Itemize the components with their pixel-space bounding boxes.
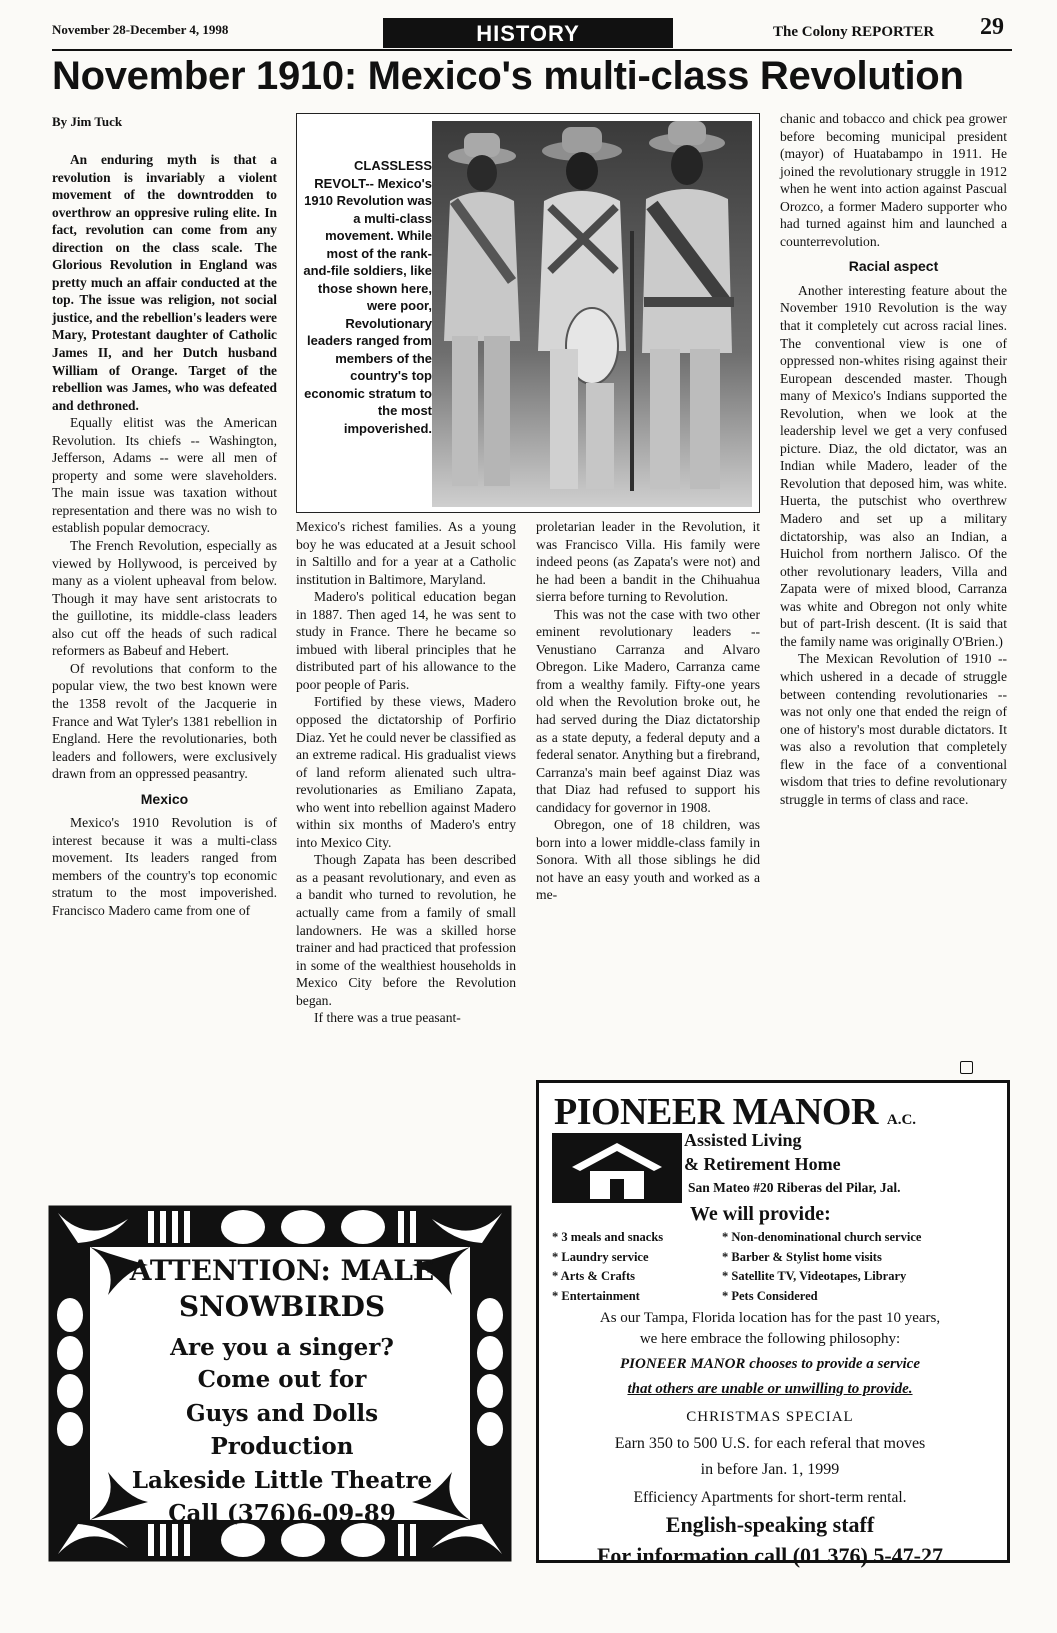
service-item: * Non-denominational church service [722,1230,922,1244]
theatre-ad-line: SNOWBIRDS [178,1290,386,1323]
paragraph: Though Zapata has been described as a peasant revolutionary, and even as a bandit who turned to revolution, he actually came from a family of small landowners. He was a skilled horse trainer and had practiced that profession in some of the wealthiest households in Mexico City before the Revolution began. [296,852,516,1008]
newspaper-name: The Colony REPORTER [773,24,935,40]
service-item: * Arts & Crafts [552,1269,635,1283]
lead-paragraph: An enduring myth is that a revolution is invariably a violent movement of the downtrodden to overthrow an oppresive ruling elite. In fact, revolution can come from any direction on the class scale. The Glorious Revolution in England was pretty much an affair conducted at the top. The issue was religion, not social justice, and the rebellion's leaders were Mary, Protestant daughter of Catholic James II, and her Dutch husband William of Orange. Target of the rebellion was James, who was defeated and dethroned. [52,152,277,413]
ad-address: San Mateo #20 Riberas del Pilar, Jal. [688,1180,901,1195]
ad-subtitle-retirement: & Retirement Home [684,1154,841,1174]
page-number: 29 [980,14,1004,40]
ad-title-text: PIONEER MANOR [554,1091,878,1133]
paragraph: proletarian leader in the Revolution, it was Francisco Villa. His family were indeed peons (as Zapata's were not) and he had been a bandit in the Chihuahua sierra before turning to Revolution. [536,519,760,605]
theatre-ad-phone: Call (376)6-09-89 [168,1500,396,1527]
paragraph: Mexico's richest families. As a young boy he was educated at a Jesuit school in Saltillo and for a year at a Catholic institution in Baltimore, Maryland. [296,519,516,587]
ad-special-text: in before Jan. 1, 1999 [700,1461,840,1478]
paragraph: The Mexican Revolution of 1910 -- which ushered in a decade of struggle between contending revolutionaries -- was not only one that ended the reign of one of history's most durable dictators. It was also a revolution that completely flew in the face of a conventional wisdom that tries to define revolutionary struggle in terms of class and race. [780,651,1007,807]
house-logo-icon [552,1133,682,1203]
ad-services-right [722,1228,921,1306]
paragraph: Fortified by these views, Madero opposed the dictatorship of Porfirio Diaz. Yet he could never be classified as an extreme radical. His gradualist views of land reform alienated such ultra-revolutionaries as Emiliano Zapata, who went into rebellion against Madero within six months of Madero's entry into Mexico City. [296,694,516,850]
photo-caption: CLASSLESS REVOLT-- Mexico's 1910 Revolution was a multi-class movement. While most of the rank-and-file soldiers, like those shown here, were poor, Revolutionary leaders ranged from members of the country's top economic stratum to the most impoverished. [303,158,432,436]
theatre-ad-line: Come out for [197,1366,367,1393]
subhead-mexico: Mexico [140,790,189,807]
paragraph: This was not the case with two other eminent revolutionary leaders -- Venustiano Carranza and Alvaro Obregon. Like Madero, Carranza came from a wealthy family. Fifty-one years old when the Revolution broke out, he had served during the Diaz dictatorship as a state deputy, a federal deputy and a federal senator. Anything but a firebrand, Carranza's main beef against Diaz was that Diaz had refused to support his candidacy for governor in 1908. [536,606,760,815]
article-column-2 [296,518,516,1027]
paragraph: Obregon, one of 18 children, was born into a lower middle-class family in Sonora. With all those siblings he did not have an easy youth and worked as a me- [536,817,760,903]
paragraph: The French Revolution, especially as viewed by Hollywood, is perceived by many as a violent upheaval from below. Though it may have sent aristocrats to the guillotine, its middle-class leaders also cut off the heads of such radical reformers as Babeuf and Hebert. [52,538,277,659]
byline: By Jim Tuck [52,114,123,129]
article-column-3 [536,518,760,904]
ad-title-suffix: A.C. [886,1112,917,1128]
issue-date: November 28-December 4, 1998 [52,22,229,37]
paragraph: Madero's political education began in 1887. Then aged 14, he was sent to study in France. There he became so imbued with liberal principles that he distributed part of his allowance to the poor people of Paris. [296,589,516,692]
ad-provide-heading: We will provide: [690,1203,831,1225]
subhead-racial-aspect: Racial aspect [848,258,939,275]
ad-services-left [552,1228,663,1306]
paragraph: Equally elitist was the American Revolution. Its chiefs -- Washington, Jefferson, Adams -- were all men of property and some were slaveholders. The main issue was taxation without representation and there was no wish to establish popular democracy. [52,415,277,536]
end-of-article-mark [960,1061,973,1074]
theatre-ad-line: ATTENTION: MALE [129,1254,435,1287]
ad-subtitle-assisted: Assisted Living [684,1130,802,1150]
theatre-ad-line: Lakeside Little Theatre [131,1467,433,1494]
header-rule [52,49,1012,51]
paragraph: chanic and tobacco and chick pea grower before becoming municipal president (mayor) of Huatabampo in 1911. He joined the revolutionary struggle in 1912 when he went into action against Pascual Orozco, a former Madero supporter who had turned against him and launched a counterrevolution. [780,111,1007,249]
paragraph: Of revolutions that conform to the popular view, the two best known were the 1358 revolt of the Jacquerie in France and Wat Tyler's 1381 rebellion in England. Here the revolutionaries, both leaders and followers, were exclusively drawn from an oppressed peasantry. [52,660,277,782]
revolutionary-soldiers-photo [432,121,752,507]
service-item: * 3 meals and snacks [552,1230,664,1244]
theatre-ad-line: Are you a singer? [170,1334,394,1361]
service-item: * Satellite TV, Videotapes, Library [722,1269,907,1283]
ad-philosophy: PIONEER MANOR chooses to provide a service [620,1356,920,1372]
ad-title [554,1090,916,1134]
paragraph: Mexico's 1910 Revolution is of interest because it was a multi-class movement. Its leaders ranged from members of the country's top economic stratum to the most impoverished. Francisco Madero came from one of [52,815,277,918]
theatre-ad-line: Guys and Dolls [185,1400,379,1427]
service-item: * Pets Considered [722,1288,818,1303]
ad-apartments: Efficiency Apartments for short-term rental. [633,1489,907,1506]
article-column-1 [52,151,277,920]
ad-special-text: Earn 350 to 500 U.S. for each referal that moves [614,1435,926,1452]
ad-staff: English-speaking staff [665,1512,875,1537]
headline: November 1910: Mexico's multi-class Revolution [52,54,964,98]
theatre-ad-line: Production [210,1433,354,1460]
ad-text: As our Tampa, Florida location has for the past 10 years, [599,1310,941,1326]
service-item: * Entertainment [552,1288,640,1303]
paragraph: If there was a true peasant- [314,1010,461,1026]
ad-text: we here embrace the following philosophy: [639,1331,901,1347]
ad-contact: For information call (01 376) 5-47-27 [596,1543,944,1568]
service-item: * Laundry service [552,1249,649,1264]
paragraph: Another interesting feature about the November 1910 Revolution is the way that it completely cut across racial lines. The conventional view is one of oppressed non-whites rising against their European descended master. Though many of Mexico's Indians supported the Revolution, when we look at the leadership level we get a very confused picture. Diaz, the old dictator, was an Indian while Madero, leader of the Revolution that deposed him, was white. Huerta, the putschist who overthrew Madero and set up a military dictatorship, was also an Indian, a Huichol from northern Jalisco. Of the other revolutionary leaders, Villa and Zapata were of mixed blood, Carranza was white and Obregon not only white but of part-Irish descent. (It is said that the family name was originally O'Brien.) [780,282,1007,649]
ad-philosophy: that others are unable or unwilling to provide. [627,1381,913,1397]
section-label: HISTORY [383,18,673,48]
service-item: * Barber & Stylist home visits [722,1249,882,1264]
ad-christmas-special: CHRISTMAS SPECIAL [686,1409,854,1425]
article-column-4 [780,110,1007,808]
